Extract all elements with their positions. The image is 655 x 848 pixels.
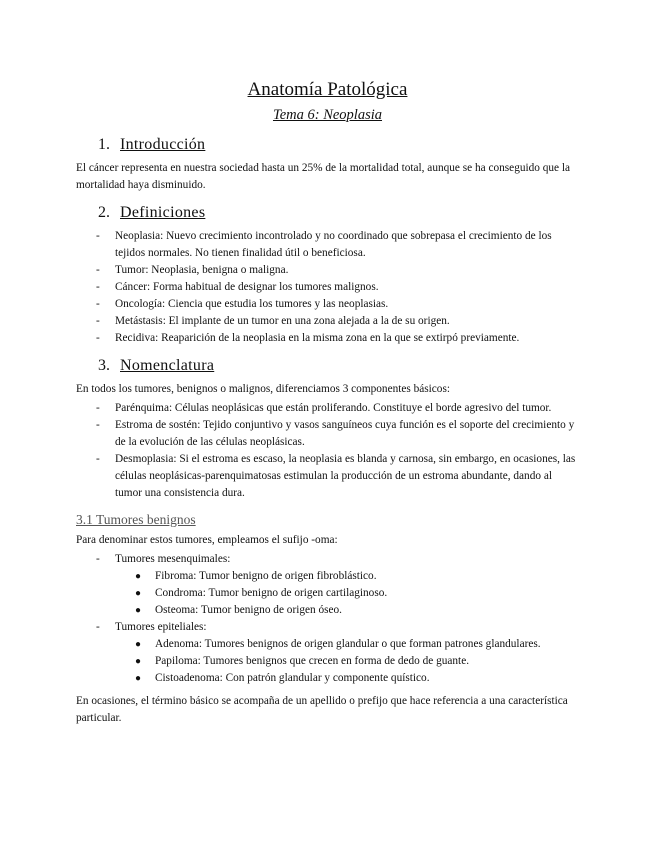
heading-nomenclatura [76, 355, 579, 377]
list-item-text: Recidiva: Reaparición de la neoplasia en la misma zona en la que se extirpó previamente. [115, 332, 520, 344]
bullet-marker: ● [135, 656, 142, 667]
list-item-text: Metástasis: El implante de un tumor en una zona alejada a la de su origen. [115, 315, 450, 327]
bullet-marker: ● [135, 571, 142, 582]
list-item-text: Parénquima: Células neoplásicas que están proliferando. Constituye el borde agresivo del tumor. [115, 402, 552, 414]
dash-marker: - [96, 402, 100, 414]
dash-marker: - [96, 298, 100, 310]
list-item [76, 400, 579, 417]
components-list [76, 400, 579, 502]
dash-marker: - [96, 230, 100, 242]
document-subtitle: Tema 6: Neoplasia [272, 107, 383, 123]
list-item [76, 279, 579, 296]
list-item-text: Cáncer: Forma habitual de designar los tumores malignos. [115, 281, 379, 293]
list-item [76, 602, 579, 619]
list-item-text: Adenoma: Tumores benignos de origen glandular o que forman patrones glandulares. [155, 638, 541, 650]
intro-paragraph: El cáncer representa en nuestra sociedad hasta un 25% de la mortalidad total, aunque se ha conseguido que la mortalidad haya disminuido. [76, 162, 571, 191]
heading-text: Definiciones [120, 204, 206, 221]
bullet-marker: ● [135, 588, 142, 599]
heading-definiciones [76, 202, 579, 224]
subheading-tumores-benignos: 3.1 Tumores benignos [76, 512, 196, 527]
dash-marker: - [96, 315, 100, 327]
list-item [76, 417, 579, 451]
list-item [76, 313, 579, 330]
list-item [76, 262, 579, 279]
dash-marker: - [96, 281, 100, 293]
bullet-marker: ● [135, 605, 142, 616]
heading-text: Introducción [120, 136, 206, 153]
list-item [76, 551, 579, 619]
bullet-marker: ● [135, 673, 142, 684]
list-item [76, 670, 579, 687]
dash-marker: - [96, 332, 100, 344]
list-item [76, 585, 579, 602]
list-item-text: Condroma: Tumor benigno de origen cartilaginoso. [155, 587, 388, 599]
list-item-text: Desmoplasia: Si el estroma es escaso, la neoplasia es blanda y carnosa, sin embargo, en ocasiones, las células neoplásicas-parenquimatosas estimulan la producción de un estroma abundante, dando al tumor una consistencia dura. [115, 453, 576, 499]
document-title: Anatomía Patológica [247, 79, 408, 100]
group-label: Tumores mesenquimales: [115, 553, 231, 565]
dash-marker: - [96, 264, 100, 276]
dash-marker: - [96, 419, 100, 431]
heading-number: 2. [98, 204, 110, 221]
list-item [76, 636, 579, 653]
group-label: Tumores epiteliales: [115, 621, 207, 633]
list-item [76, 330, 579, 347]
mesenquimal-list [115, 568, 579, 619]
list-item-text: Neoplasia: Nuevo crecimiento incontrolado y no coordinado que sobrepasa el crecimiento de los tejidos normales. No tienen finalidad útil o beneficiosa. [115, 230, 552, 259]
list-item-text: Estroma de sostén: Tejido conjuntivo y vasos sanguíneos cuya función es el soporte del crecimiento y de la evolución de las células neoplásicas. [115, 419, 575, 448]
heading-introduccion [76, 134, 579, 156]
dash-marker: - [96, 553, 100, 565]
benign-intro: Para denominar estos tumores, empleamos el sufijo -oma: [76, 534, 338, 546]
heading-number: 1. [98, 136, 110, 153]
benign-groups-list [76, 551, 579, 687]
list-item [76, 653, 579, 670]
bullet-marker: ● [135, 639, 142, 650]
epitelial-list [115, 636, 579, 687]
list-item [76, 296, 579, 313]
nomenclatura-intro: En todos los tumores, benignos o malignos, diferenciamos 3 componentes básicos: [76, 383, 450, 395]
closing-paragraph: En ocasiones, el término básico se acompaña de un apellido o prefijo que hace referencia a una característica particular. [76, 695, 568, 724]
list-item-text: Papiloma: Tumores benignos que crecen en forma de dedo de guante. [155, 655, 470, 667]
list-item-text: Cistoadenoma: Con patrón glandular y componente quístico. [155, 672, 430, 684]
heading-text: Nomenclatura [120, 357, 215, 374]
dash-marker: - [96, 453, 100, 465]
list-item [76, 568, 579, 585]
list-item-text: Oncología: Ciencia que estudia los tumores y las neoplasias. [115, 298, 389, 310]
heading-number: 3. [98, 357, 110, 374]
dash-marker: - [96, 621, 100, 633]
list-item [76, 228, 579, 262]
definitions-list [76, 228, 579, 347]
list-item [76, 619, 579, 687]
list-item [76, 451, 579, 502]
list-item-text: Osteoma: Tumor benigno de origen óseo. [155, 604, 343, 616]
list-item-text: Fibroma: Tumor benigno de origen fibroblástico. [155, 570, 377, 582]
list-item-text: Tumor: Neoplasia, benigna o maligna. [115, 264, 289, 276]
